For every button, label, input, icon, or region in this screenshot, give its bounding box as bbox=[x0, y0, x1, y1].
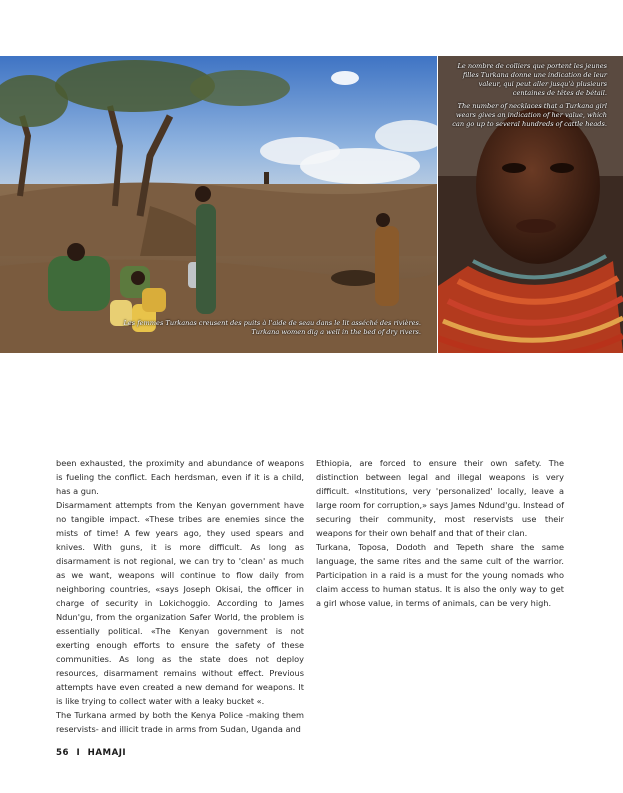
caption-women-well bbox=[121, 319, 421, 337]
article-column-right bbox=[316, 456, 564, 610]
caption-french: Les femmes Turkanas creusent des puits à l'aide de seau dans le lit asséché des rivières. bbox=[123, 319, 421, 327]
photo-band bbox=[0, 56, 623, 353]
paragraph: Disarmament attempts from the Kenyan government have no tangible impact. «These tribes are enemies since the mists of time! A few years ago, they used spears and knives. With guns, it is more difficult. As long as disarmament is not regional, we can try to 'clean' as much as we want, weapons will continue to flow daily from neighboring countries, «says Joseph Okisai, the officer in charge of security in Lokichoggio. According to James Ndun'gu, from the organization Safer World, the problem is essentially political. «The Kenyan government is not exerting enough efforts to ensure the safety of these communities. As long as the state does not deploy resources, disarmament remains without effect. Previous attempts have even created a new demand for weapons. It is like trying to collect water with a leaky bucket «. bbox=[56, 500, 304, 706]
page-number: 56 bbox=[56, 748, 69, 758]
paragraph: The Turkana armed by both the Kenya Police -making them reservists- and illicit trade in arms from Sudan, Uganda and bbox=[56, 710, 304, 734]
landscape-illustration bbox=[0, 56, 437, 353]
caption-english: The number of necklaces that a Turkana girl wears gives an indication of her value, which can go up to several hundreds of cattle heads. bbox=[452, 102, 607, 128]
article-column-left bbox=[56, 456, 304, 736]
paragraph: been exhausted, the proximity and abundance of weapons is fueling the conflict. Each herdsman, even if it is a child, has a gun. bbox=[56, 458, 304, 496]
page-footer bbox=[56, 748, 130, 758]
caption-french: Le nombre de colliers que portent les jeunes filles Turkana donne une indication de leur valeur, qui peut aller jusqu'à plusieurs centaines de têtes de bétail. bbox=[457, 62, 607, 97]
paragraph: Ethiopia, are forced to ensure their own safety. The distinction between legal and illegal weapons is very difficult. «Institutions, very 'personalized' locally, leave a large room for corruption,» says James Ndund'gu. Instead of securing their community, most reservists use their weapons for their own behalf and that of their clan. bbox=[316, 458, 564, 538]
paragraph: Turkana, Toposa, Dodoth and Tepeth share the same language, the same rites and the same cult of the warrior. Participation in a raid is a must for the young nomads who claim access to human status. It is also the only way to get a girl whose value, in terms of animals, can be very high. bbox=[316, 542, 564, 608]
caption-girl-necklaces bbox=[448, 62, 607, 129]
photo-turkana-women-well bbox=[0, 56, 437, 353]
footer-separator: I bbox=[76, 748, 81, 758]
caption-english: Turkana women dig a well in the bed of dry rivers. bbox=[251, 328, 421, 336]
photo-turkana-girl-portrait bbox=[438, 56, 623, 353]
magazine-name: HAMAJI bbox=[87, 748, 127, 758]
